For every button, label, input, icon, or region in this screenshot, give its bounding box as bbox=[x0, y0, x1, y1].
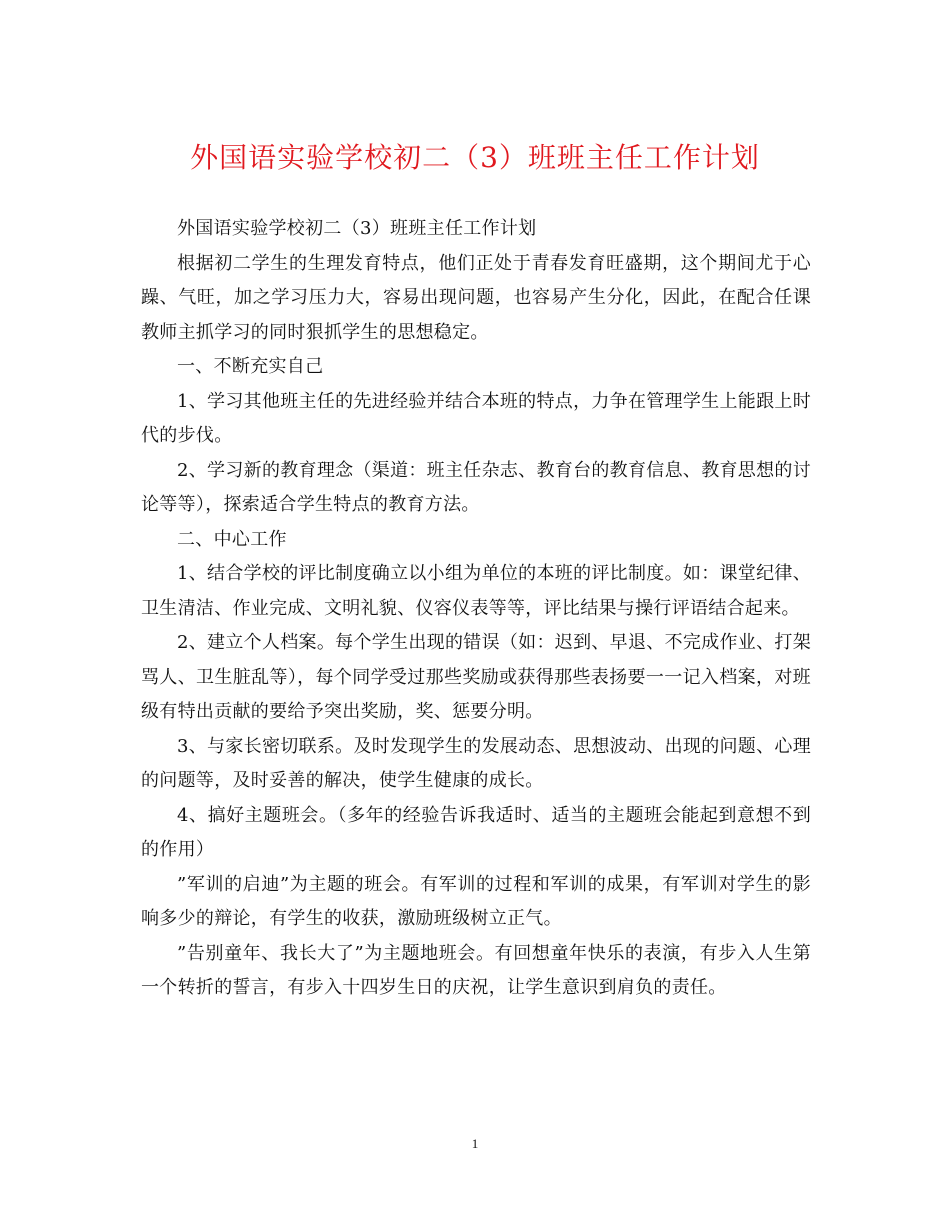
section-heading: 一、不断充实自己 bbox=[177, 356, 324, 377]
paragraph: 2、学习新的教育理念（渠道：班主任杂志、教育台的教育信息、教育思想的讨论等等），探索适合学生特点的教育方法。 bbox=[141, 459, 811, 515]
paragraph: 外国语实验学校初二（3）班班主任工作计划 bbox=[177, 218, 537, 239]
paragraph: 3、与家长密切联系。及时发现学生的发展动态、思想波动、出现的问题、心理的问题等，及时妥善的解决，使学生健康的成长。 bbox=[141, 735, 811, 791]
paragraph: 1、学习其他班主任的先进经验并结合本班的特点，力争在管理学生上能跟上时代的步伐。 bbox=[141, 390, 811, 446]
section-heading: 二、中心工作 bbox=[177, 528, 287, 550]
document-title: 外国语实验学校初二（3）班班主任工作计划 bbox=[190, 141, 760, 174]
paragraph: 2、建立个人档案。每个学生出现的错误（如：迟到、早退、不完成作业、打架骂人、卫生脏乱等），每个同学受过那些奖励或获得那些表扬要一一记入档案，对班级有特出贡献的要给予突出奖励，奖、惩要分明。 bbox=[141, 632, 811, 722]
page-number: 1 bbox=[471, 1136, 479, 1151]
paragraph: ”告别童年、我长大了”为主题地班会。有回想童年快乐的表演，有步入人生第一个转折的誓言，有步入十四岁生日的庆祝，让学生意识到肩负的责任。 bbox=[141, 942, 811, 998]
paragraph: 1、结合学校的评比制度确立以小组为单位的本班的评比制度。如：课堂纪律、卫生清洁、作业完成、文明礼貌、仪容仪表等等，评比结果与操行评语结合起来。 bbox=[141, 563, 811, 619]
paragraph: ”军训的启迪”为主题的班会。有军训的过程和军训的成果，有军训对学生的影响多少的辩论，有学生的收获，激励班级树立正气。 bbox=[141, 873, 811, 929]
paragraph: 4、搞好主题班会。（多年的经验告诉我适时、适当的主题班会能起到意想不到的作用） bbox=[141, 804, 811, 860]
paragraph: 根据初二学生的生理发育特点，他们正处于青春发育旺盛期，这个期间尤于心躁、气旺，加之学习压力大，容易出现问题，也容易产生分化，因此，在配合任课教师主抓学习的同时狠抓学生的思想稳定。 bbox=[141, 252, 811, 343]
document-body bbox=[141, 212, 811, 1006]
